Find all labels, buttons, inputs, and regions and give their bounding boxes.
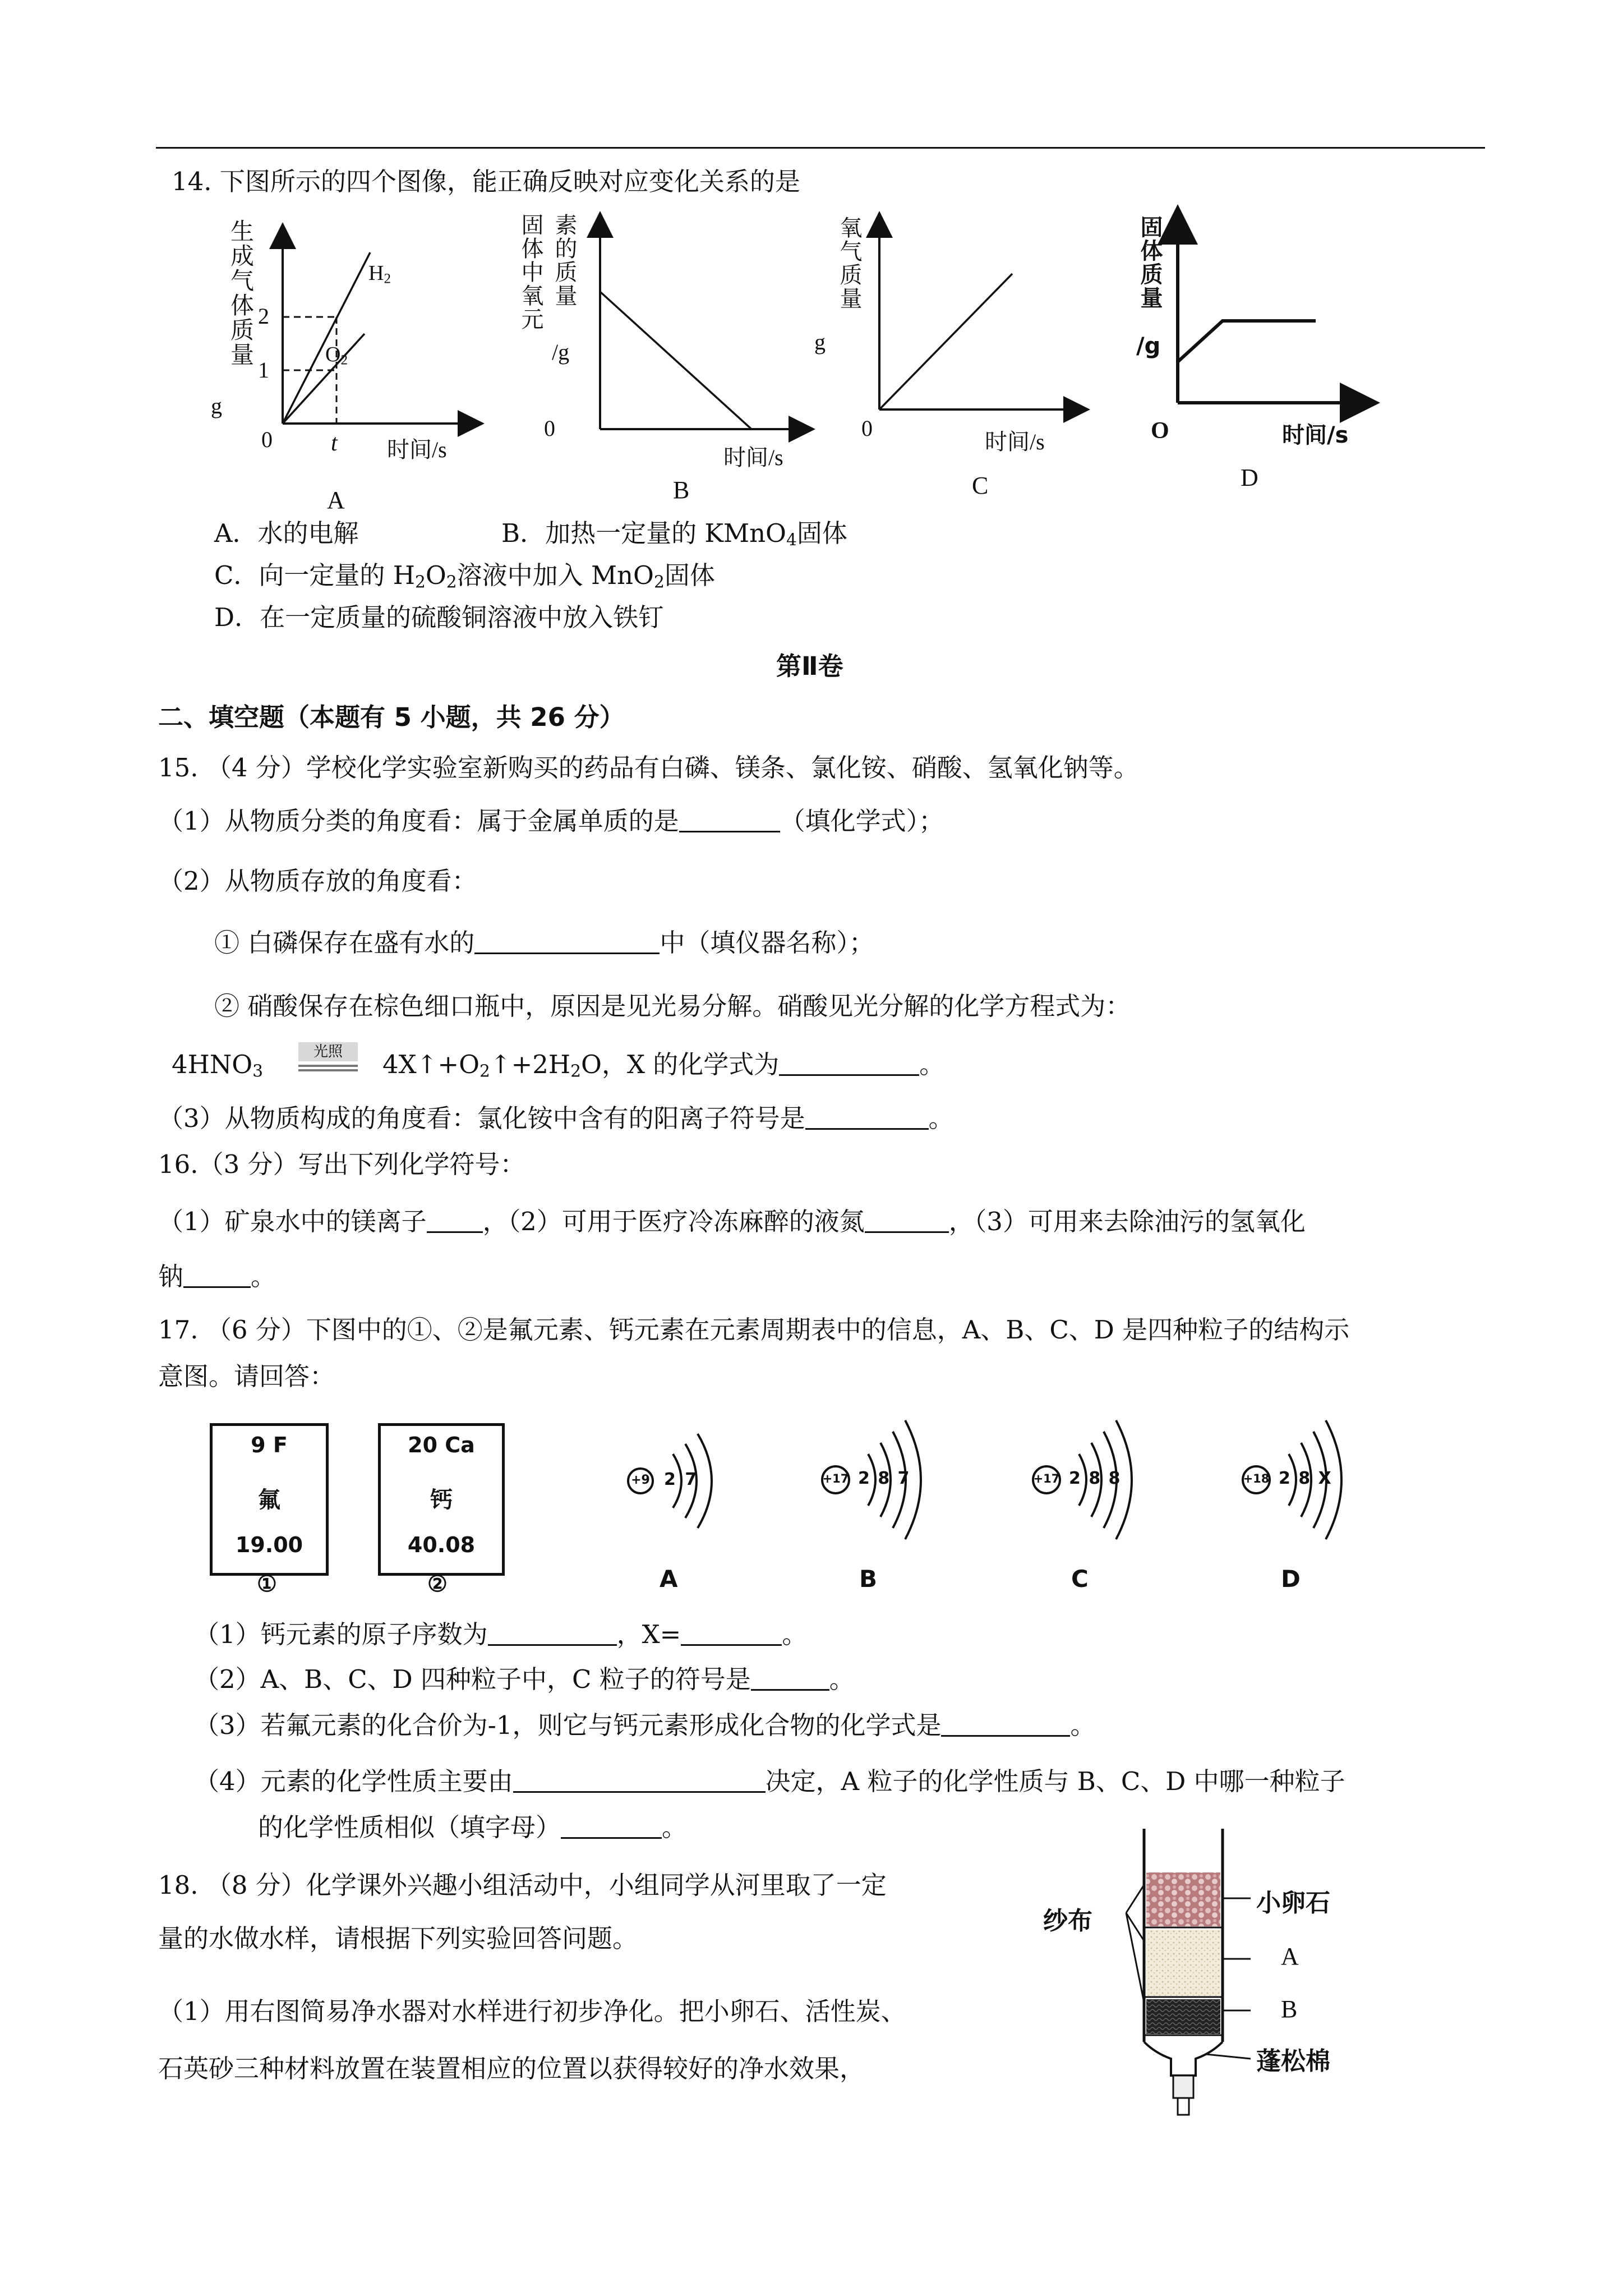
filter-label-pebble: 小卵石 [1256, 1889, 1330, 1917]
section-title: 第Ⅱ卷 [776, 651, 843, 681]
q16-line1: （1）矿泉水中的镁离子 ，（2）可用于医疗冷冻麻醉的液氮 ，（3）可用来去除油污的氢氧化 [158, 1207, 1306, 1236]
q17-part4-line2: 的化学性质相似（填字母） 。 [258, 1812, 688, 1842]
graph-a-origin: 0 [261, 427, 273, 452]
q14-option-b: B．加热一定量的 KMnO$_4$固体 [501, 518, 847, 550]
q18-line1: 18. （8 分）化学课外兴趣小组活动中，小组同学从河里取了一定 [158, 1870, 887, 1900]
atom-b-label: B [859, 1565, 878, 1593]
graph-c-ylabel: 氧气质量 [836, 216, 862, 310]
graph-c-origin: 0 [861, 416, 873, 441]
graph-c-axes [864, 213, 1099, 426]
atom-diagram-c [1024, 1414, 1170, 1543]
q17-blank2[interactable] [681, 1621, 782, 1646]
atom-a-electrons: 2 7 [664, 1470, 697, 1489]
atom-diagram-a [617, 1425, 751, 1537]
section-heading: 二、填空题（本题有 5 小题，共 26 分） [158, 702, 625, 732]
q14-option-c: C．向一定量的 $H_2O_2$溶液中加入 MnO$_2$固体 [214, 560, 715, 592]
filter-label-a: A [1281, 1943, 1299, 1970]
atom-c-label: C [1071, 1565, 1089, 1593]
graph-a-xlabel: 时间/s [387, 437, 447, 462]
graph-b-yunit: /g [552, 339, 570, 365]
q17-part4: （4）元素的化学性质主要由 决定，A 粒子的化学性质与 B、C、D 中哪一种粒子 [194, 1766, 1345, 1796]
filter-label-b: B [1281, 1995, 1298, 2023]
q15-equation-condition [298, 1042, 358, 1073]
q16-line2: 钠 。 [158, 1262, 276, 1291]
q17-blank3[interactable] [751, 1666, 829, 1691]
atom-d-nucleus: +18 [1243, 1472, 1270, 1485]
q15-part2: （2）从物质存放的角度看： [158, 866, 477, 896]
graph-c-caption: C [972, 472, 989, 499]
atom-c-electrons: 2 8 8 [1069, 1469, 1121, 1488]
graph-c-yunit: g [814, 329, 826, 355]
periodic-card-calcium [378, 1423, 505, 1576]
filter-label-cotton: 蓬松棉 [1256, 2047, 1330, 2076]
graph-d-caption: D [1241, 464, 1258, 491]
q15-condition-label: 光照 [298, 1042, 358, 1061]
q17-blank6[interactable] [561, 1814, 662, 1839]
q15-blank3[interactable] [779, 1051, 919, 1076]
q15-part2b: ② 硝酸保存在棕色细口瓶中，原因是见光易分解。硝酸见光分解的化学方程式为： [214, 991, 1131, 1021]
card-calcium-label: ② [427, 1571, 448, 1596]
graph-a-tick-2: 2 [258, 303, 269, 329]
graph-d-origin: O [1151, 418, 1169, 444]
q15-part1: （1）从物质分类的角度看：属于金属单质的是 （填化学式）； [158, 806, 944, 836]
water-filter-apparatus [1110, 1829, 1290, 2120]
q14-option-d: D．在一定质量的硫酸铜溶液中放入铁钉 [214, 602, 664, 632]
q15-blank4[interactable] [805, 1105, 929, 1130]
graph-b-ylabel-col2: 素的质量 [551, 213, 577, 307]
graph-b-origin: 0 [544, 416, 555, 441]
graph-d-xlabel: 时间/s [1282, 422, 1349, 448]
q15-equation-right: $4X↑+O_2↑+2H_2O$，X 的化学式为 。 [382, 1050, 945, 1082]
q18-line2: 量的水做水样，请根据下列实验回答问题。 [158, 1924, 638, 1953]
q17-blank5[interactable] [513, 1768, 766, 1793]
q14-stem: 14. 下图所示的四个图像，能正确反映对应变化关系的是 [172, 167, 800, 196]
graph-b-axes [561, 213, 813, 438]
q16-stem: 16.（3 分）写出下列化学符号： [158, 1149, 525, 1179]
graph-a-caption: A [327, 486, 345, 514]
atom-c-nucleus: +17 [1033, 1472, 1060, 1485]
q15-blank1[interactable] [679, 808, 780, 832]
atom-diagram-d [1234, 1414, 1380, 1543]
graph-b-ylabel-col1: 固体中氧元 [518, 213, 543, 331]
q17-part3: （3）若氟元素的化合价为-1，则它与钙元素形成化合物的化学式是 。 [194, 1710, 1096, 1740]
graph-c-xlabel: 时间/s [985, 429, 1045, 454]
card-fluorine-name: 氟 [258, 1487, 280, 1513]
card-fluorine-number-symbol: 9 F [251, 1433, 288, 1457]
atom-diagram-b [813, 1414, 959, 1543]
graph-a-ylabel: 生成气体质量 [227, 219, 255, 367]
card-calcium-name: 钙 [430, 1487, 453, 1513]
header-rule [156, 147, 1485, 149]
q18-line4: 石英砂三种材料放置在装置相应的位置以获得较好的净水效果， [158, 2054, 865, 2083]
q16-blank1[interactable] [427, 1208, 483, 1233]
q17-part2: （2）A、B、C、D 四种粒子中，C 粒子的符号是 。 [194, 1664, 855, 1694]
graph-a-h2-label: $H_2$ [368, 261, 391, 287]
atom-d-label: D [1281, 1565, 1301, 1593]
atom-a-nucleus: +9 [631, 1473, 650, 1487]
q16-blank2[interactable] [865, 1208, 949, 1233]
atom-b-electrons: 2 8 7 [858, 1469, 910, 1488]
filter-label-gauze: 纱布 [1043, 1907, 1092, 1935]
q18-line3: （1）用右图简易净水器对水样进行初步净化。把小卵石、活性炭、 [158, 1996, 906, 2026]
periodic-card-fluorine [210, 1423, 329, 1576]
q15-part2a: ① 白磷保存在盛有水的 中（填仪器名称）； [214, 928, 874, 958]
q15-part3: （3）从物质构成的角度看：氯化铵中含有的阳离子符号是 。 [158, 1103, 954, 1133]
graph-b-xlabel: 时间/s [723, 445, 783, 470]
graph-a-yunit: g [211, 393, 222, 418]
atom-a-label: A [660, 1565, 678, 1593]
q17-stem-line1: 17. （6 分）下图中的①、②是氟元素、钙元素在元素周期表中的信息，A、B、C、D 是四种粒子的结构示 [158, 1315, 1350, 1345]
q14-option-a: A．水的电解 [214, 518, 359, 548]
q15-equation-left: $4HNO_3$ [172, 1050, 264, 1082]
q17-part1: （1）钙元素的原子序数为 ，X= 。 [194, 1619, 808, 1649]
atom-b-nucleus: +17 [822, 1472, 849, 1485]
q15-blank2[interactable] [474, 930, 660, 954]
graph-d-ylabel: 固体质量 [1137, 215, 1163, 310]
q16-blank3[interactable] [183, 1263, 251, 1288]
graph-a-xtick-t: t [331, 430, 338, 456]
q17-blank4[interactable] [941, 1712, 1070, 1737]
card-fluorine-label: ① [257, 1571, 277, 1596]
q17-stem-line2: 意图。请回答： [158, 1361, 335, 1391]
q15-stem: 15. （4 分）学校化学实验室新购买的药品有白磷、镁条、氯化铵、硝酸、氢氧化钠等。 [158, 753, 1139, 783]
q17-blank1[interactable] [488, 1621, 617, 1646]
graph-a-tick-1: 1 [258, 357, 269, 383]
graph-a-o2-label: $O_2$ [325, 343, 348, 368]
card-fluorine-mass: 19.00 [235, 1533, 303, 1557]
graph-b-caption: B [673, 476, 690, 504]
card-calcium-mass: 40.08 [407, 1533, 476, 1557]
atom-d-electrons: 2 8 X [1279, 1469, 1331, 1488]
card-calcium-number-symbol: 20 Ca [408, 1433, 475, 1457]
graph-a-axes [224, 219, 505, 443]
graph-d-axes [1166, 213, 1391, 415]
graph-d-yunit: /g [1136, 333, 1161, 359]
